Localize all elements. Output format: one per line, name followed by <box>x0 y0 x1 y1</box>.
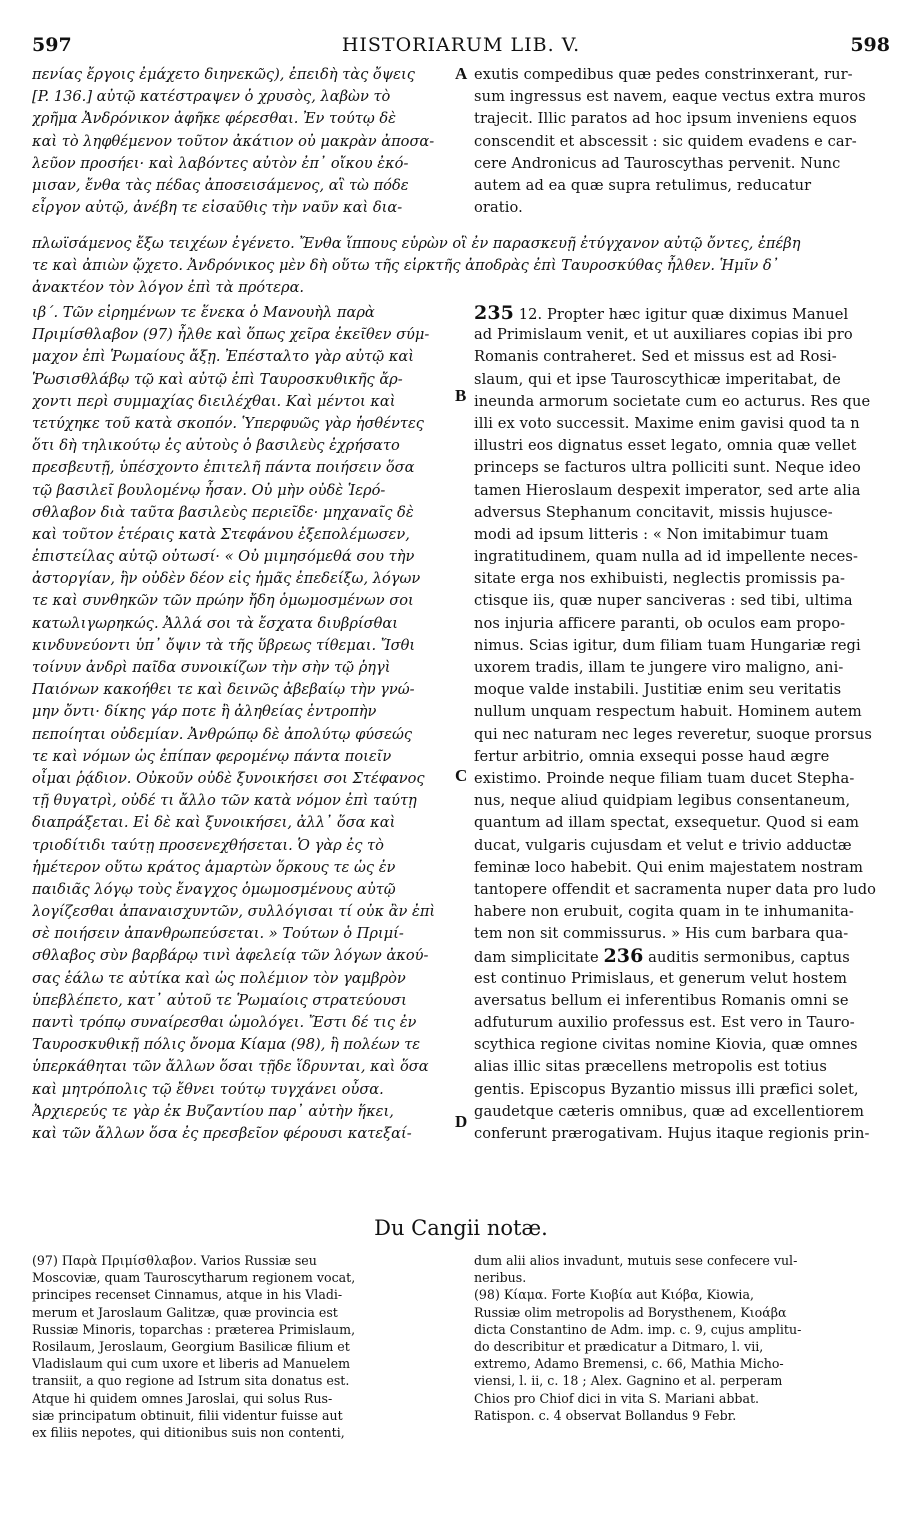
running-header <box>32 34 890 60</box>
greek-text-line: πενίας ἔργοις ἐμάχετο διηνεκῶς), ἐπειδὴ τὰς ὄψεις <box>32 66 415 83</box>
greek-text-line: καὶ μητρόπολις τῷ ἔθνει τούτῳ τυγχάνει οὖσα. <box>32 1080 384 1098</box>
latin-text-line: sum ingressus est navem, eaque vectus extra muros <box>474 88 866 106</box>
notes-title: Du Cangii notæ. <box>374 1216 548 1240</box>
note-line: Moscoviæ, quam Tauroscytharum regionem vocat, <box>32 1270 356 1286</box>
latin-text-line: gaudetque cæteris omnibus, quæ ad excellentiorem <box>474 1102 865 1120</box>
latin-text-line: Romanis contraheret. Sed et missus est ad Rosi- <box>474 348 837 366</box>
latin-text-line: oratio. <box>474 199 523 217</box>
greek-text-line: παντὶ τρόπῳ συναίρεσθαι ὡμολόγει. Ἔστι δέ τις ἐν <box>32 1014 417 1031</box>
greek-text-line: σας ἑάλω τε αὐτίκα καὶ ὡς πολέμιον τὸν γαμβρὸν <box>32 969 406 987</box>
latin-text-line: cere Andronicus ad Tauroscythas pervenit. Nunc <box>474 154 841 172</box>
latin-text-line: conscendit et abscessit : sic quidem evadens e car- <box>474 132 857 150</box>
note-line: dicta Constantino de Adm. imp. c. 9, cujus amplitu- <box>474 1321 802 1337</box>
greek-text-line: τε καὶ συνθηκῶν τῶν πρώην ἤδη ὁμωμοσμένων σοι <box>32 592 414 610</box>
note-line: neribus. <box>474 1270 527 1286</box>
greek-text-line: τε καὶ νόμων ὡς ἐπίπαν φερομένῳ πάντα ποιεῖν <box>32 747 392 765</box>
greek-text-line: σθλαβος σὺν βαρβάρῳ τινὶ ἀφελείᾳ τῶν λόγων ἀκού- <box>32 947 429 965</box>
note-line: ex filiis nepotes, qui ditionibus suis non contenti, <box>32 1424 345 1440</box>
section-number-236: 236 <box>603 945 644 968</box>
note-line: Vladislaum qui cum uxore et liberis ad Manuelem <box>32 1356 351 1372</box>
greek-text-line: τε καὶ ἀπιὼν ᾤχετο. Ἀνδρόνικος μὲν δὴ οὕτω τῆς εἱρκτῆς ἀποδρὰς ἐπὶ Ταυροσκύθας ἦλθεν. Ἡμῖν δ᾽ <box>32 257 779 275</box>
latin-text-line: modi ad ipsum litteris : « Non imitabimur tuam <box>474 525 829 543</box>
margin-marker-c: C <box>455 766 468 785</box>
greek-text-line: καὶ τοῦτον ἑτέραις κατὰ Στεφάνου ἐξεπολέμωσεν, <box>32 525 410 543</box>
greek-text-line: ἡμέτερον οὕτω κράτος ἁμαρτὼν ὅρκους τε ὡς ἐν <box>32 858 396 876</box>
latin-text-line: nus, neque aliud quidpiam legibus consentaneum, <box>474 792 851 810</box>
note-line: merum et Jaroslaum Galitzæ, quæ provincia est <box>32 1304 338 1320</box>
note-line: (97) Παρὰ Πριμίσθλαβον. Varios Russiæ seu <box>32 1253 317 1268</box>
greek-text-line: τῷ βασιλεῖ βουλομένῳ ἦσαν. Οὐ μὴν οὐδὲ Ἱερό- <box>32 481 386 499</box>
latin-text-line: slaum, qui et ipse Tauroscythicæ imperitabat, de <box>474 370 841 388</box>
greek-column-top <box>32 64 450 219</box>
greek-text-line: εἶργον αὐτῷ, ἀνέβη τε εἰσαῦθις τὴν ναῦν καὶ δια- <box>32 199 403 217</box>
greek-text-line: κινδυνεύοντι ὑπ᾽ ὄψιν τὰ τῆς ὕβρεως τίθεμαι. Ἴσθι <box>32 636 416 654</box>
greek-text-line: τοίνυν ἀνδρὶ παῖδα συνοικίζων τὴν σὴν τῷ ῥηγὶ <box>32 659 391 676</box>
latin-main-first-text: 12. Propter hæc igitur quæ diximus Manuel <box>518 306 849 323</box>
notes-left-column <box>32 1252 450 1441</box>
note-line: Rosilaum, Jeroslaum, Georgium Basilicæ filium et <box>32 1338 350 1354</box>
latin-main-first-line <box>474 302 892 324</box>
latin-text-line: scythica regione civitas nomine Kiovia, quæ omnes <box>474 1036 858 1054</box>
greek-text-line: ἀνακτέον τὸν λόγον ἐπὶ τὰ πρότερα. <box>32 279 305 297</box>
greek-text-line: μισαν, ἔνθα τὰς πέδας ἀποσεισάμενος, αἳ τὼ πόδε <box>32 176 409 194</box>
page-number-right: 598 <box>850 34 890 56</box>
latin-text-line: illustri eos dignatus esset legato, omnia quæ vellet <box>474 437 857 455</box>
note-line: dum alii alios invadunt, mutuis sese confecere vul- <box>474 1253 798 1268</box>
latin-text-line: tem non sit commissurus. » His cum barbara qua- <box>474 925 849 943</box>
greek-text-line: ὑπεβλέπετο, κατ᾽ αὐτοῦ τε Ῥωμαίοις στρατεύουσι <box>32 991 407 1009</box>
note-line: transiit, a quo regione ad Istrum sita donatus est. <box>32 1373 350 1389</box>
greek-text-line: λογίζεσθαι ἀπαναισχυντῶν, συλλόγισαι τί οὐκ ἂν ἐπὶ <box>32 903 436 921</box>
note-line: principes recenset Cinnamus, atque in his Vladi- <box>32 1287 343 1303</box>
greek-text-line: Ῥωσισθλάβῳ τῷ καὶ αὐτῷ ἐπὶ Ταυροσκυθικῆς ἄρ- <box>32 370 403 388</box>
greek-text-line: ἐπιστείλας αὐτῷ οὑτωσί· « Οὐ μιμησόμεθά σου τὴν <box>32 548 415 566</box>
notes-right-column <box>474 1252 892 1424</box>
latin-text-line: ctisque iis, quæ nuper sanciveras : sed tibi, ultima <box>474 592 853 610</box>
greek-text-line: πρεσβευτῇ, ὑπέσχοντο ἐπιτελῆ πάντα ποιήσειν ὅσα <box>32 459 415 477</box>
note-line: siæ principatum obtinuit, filii videntur fuisse aut <box>32 1407 343 1423</box>
greek-text-line: ὅτι δὴ τηλικούτῳ ἐς αὐτοὺς ὁ βασιλεὺς ἐχρήσατο <box>32 437 400 455</box>
latin-text-line: nullum unquam respectum habuit. Hominem autem <box>474 703 862 721</box>
note-line: Russiæ Minoris, toparchas : præterea Primislaum, <box>32 1321 356 1337</box>
latin-text-line: fertur arbitrio, omnia exsequi posse haud ægre <box>474 747 830 765</box>
greek-text-line: σὲ ποιήσειν ἀπανθρωπεύσεται. » Τούτων ὁ Πριμί- <box>32 925 404 943</box>
latin-text-line: ineunda armorum societate cum eo acturus. Res que <box>474 392 871 410</box>
latin-text-line: nimus. Scias igitur, dum filiam tuam Hungariæ regi <box>474 636 861 654</box>
greek-text-line: τριοδίτιδι ταύτῃ προσενεχθήσεται. Ὁ γὰρ ἐς τὸ <box>32 836 384 854</box>
note-line: Ratispon. c. 4 observat Bollandus 9 Febr. <box>474 1407 737 1423</box>
latin-text-line: est continuo Primislaus, et generum velut hostem <box>474 969 848 987</box>
running-title: HISTORIARUM LIB. V. <box>341 34 581 56</box>
greek-text-line: ιβ΄. Τῶν εἰρημένων τε ἕνεκα ὁ Μανουὴλ παρὰ <box>32 304 375 321</box>
greek-span-lines <box>32 233 892 300</box>
latin-text-line: adversus Stephanum concitavit, missis hujusce- <box>474 503 833 521</box>
latin-text-line: sitate erga nos exhibuisti, neglectis promissis pa- <box>474 570 846 588</box>
greek-text-line: ἀστοργίαν, ἣν οὐδὲν δέον εἰς ἡμᾶς ἐπεδείξω, λόγων <box>32 570 421 588</box>
latin-text-line: exutis compedibus quæ pedes constrinxerant, rur- <box>474 66 853 83</box>
greek-text-line: οἶμαι ῥᾴδιον. Οὐκοῦν οὐδὲ ξυνοικήσει σοι Στέφανος <box>32 769 425 787</box>
latin-text-line: autem ad ea quæ supra retulimus, reducatur <box>474 176 812 194</box>
latin-text-line: qui nec naturam nec leges reveretur, suoque prorsus <box>474 725 872 743</box>
margin-marker-a: A <box>455 64 468 83</box>
latin-text-line: ducat, vulgaris cujusdam et velut e trivio adductæ <box>474 836 852 854</box>
page-number-left: 597 <box>32 34 72 56</box>
latin-text-line: nos injuria afficere paranti, ob oculos eam propo- <box>474 614 846 632</box>
margin-marker-d: D <box>455 1112 468 1131</box>
greek-text-line: πεποίηται οὐδεμίαν. Ἀνθρώπῳ δὲ ἀπολύτῳ φύσεώς <box>32 725 413 743</box>
latin-text-line: illi ex voto successit. Maxime enim gavisi quod ta n <box>474 414 860 432</box>
latin-text-line: habere non erubuit, cogita quam in te inhumanita- <box>474 903 854 921</box>
greek-text-line: ὑπερκάθηται τῶν ἄλλων ὅσαι τῇδε ἵδρυνται, καὶ ὅσα <box>32 1058 429 1076</box>
greek-text-line: σθλαβον διὰ ταῦτα βασιλεὺς περιεῖδε· μηχαναῖς δὲ <box>32 503 414 521</box>
latin-text-line: ingratitudinem, quam nulla ad id impellente neces- <box>474 548 859 566</box>
greek-text-line: χρῆμα Ἀνδρόνικον ἀφῆκε φέρεσθαι. Ἐν τούτῳ δὲ <box>32 110 397 128</box>
greek-text-line: παιδιᾶς λόγῳ τοὺς ἔναγχος ὁμωμοσμένους αὐτῷ <box>32 880 396 898</box>
greek-text-line: Πριμίσθλαβον (97) ἦλθε καὶ ὅπως χεῖρα ἐκεῖθεν σύμ- <box>32 326 430 344</box>
greek-text-line: καὶ τῶν ἄλλων ὅσα ἐς πρεσβεῖον φέρουσι κατεξαί- <box>32 1124 412 1142</box>
note-line: Atque hi quidem omnes Jaroslai, qui solus Rus- <box>32 1390 333 1406</box>
latin-text-line: princeps se facturos ultra polliciti sunt. Neque ideo <box>474 459 861 477</box>
greek-text-line: τῇ θυγατρὶ, οὐδέ τι ἄλλο τῶν κατὰ νόμον ἐπὶ ταύτῃ <box>32 792 417 810</box>
greek-text-line: χοντι περὶ συμμαχίας διειλέχθαι. Καὶ μέντοι καὶ <box>32 392 396 410</box>
latin-text-line: tamen Hieroslaum despexit imperator, sed arte alia <box>474 481 861 499</box>
latin-text-line: aversatus bellum ei inferentibus Romanis omni se <box>474 991 849 1009</box>
latin-column-main <box>474 302 892 1145</box>
latin-text-line: gentis. Episcopus Byzantio missus illi præfici solet, <box>474 1080 859 1098</box>
greek-text-line: λεῦον προσήει· καὶ λαβόντες αὐτὸν ἐπ᾽ οἴκου ἐκό- <box>32 154 409 172</box>
greek-text-line: μην ὄντι· δίκης γάρ ποτε ἢ ἀληθείας ἐντροπὴν <box>32 703 377 721</box>
note-line: extremo, Adamo Bremensi, c. 66, Mathia Micho- <box>474 1356 784 1372</box>
latin-text-line: tantopere offendit et sacramenta nuper data pro ludo <box>474 880 877 898</box>
greek-text-line: τετύχηκε τοῦ κατὰ σκοπόν. Ὑπερφυῶς γὰρ ἡσθέντες <box>32 414 424 432</box>
greek-text-line: πλωϊσάμενος ἔξω τειχέων ἐγένετο. Ἔνθα ἵππους εὑρὼν οἳ ἐν παρασκευῇ ἐτύγχανον αὐτῷ ὄντες, ἐπέβη <box>32 235 801 252</box>
section-number-235: 235 <box>474 302 514 324</box>
latin-text-line: trajecit. Illic paratos ad hoc ipsum inveniens equos <box>474 110 857 128</box>
latin-text-line: existimo. Proinde neque filiam tuam ducet Stepha- <box>474 769 855 787</box>
latin-text-line: ad Primislaum venit, et ut auxiliares copias ibi pro <box>474 326 853 344</box>
note-line: do describitur et prædicatur a Ditmaro, l. vii, <box>474 1338 764 1354</box>
latin-text-line: adfuturum auxilio professus est. Est vero in Tauro- <box>474 1014 855 1031</box>
latin-text-line: feminæ loco habebit. Qui enim majestatem nostram <box>474 858 864 876</box>
greek-text-line: κατωλιγωρηκώς. Ἀλλά σοι τὰ ἔσχατα διυβρίσθαι <box>32 614 398 632</box>
greek-text-line: Ταυροσκυθικῇ πόλις ὄνομα Κίαμα (98), ἣ πολέων τε <box>32 1036 421 1054</box>
greek-column-main <box>32 302 450 1145</box>
greek-text-line: καὶ τὸ ληφθέμενον τοῦτον ἀκάτιον οὐ μακρὰν ἀποσα- <box>32 132 435 150</box>
latin-text-line: quantum ad illam spectat, exsequetur. Quod si eam <box>474 814 860 832</box>
greek-text-line: διαπράξεται. Εἰ δὲ καὶ ξυνοικήσει, ἀλλ᾽ ὅσα καὶ <box>32 814 396 832</box>
latin-text-line: uxorem tradis, illam te jungere viro maligno, ani- <box>474 659 844 676</box>
latin-column-top <box>474 64 892 219</box>
latin-text-line: alias illic sitas præcellens metropolis est totius <box>474 1058 827 1076</box>
note-line: Chios pro Chiof dici in vita S. Mariani abbat. <box>474 1390 760 1406</box>
greek-text-line: Παιόνων κακοήθει τε καὶ δεινῶς ἀβεβαίῳ τὴν γνώ- <box>32 681 415 699</box>
latin-text-line: conferunt prærogativam. Hujus itaque regionis prin- <box>474 1124 870 1142</box>
greek-text-line: Ἀρχιερεύς τε γὰρ ἐκ Βυζαντίου παρ᾽ αὐτὴν ἥκει, <box>32 1102 394 1120</box>
greek-text-line: [P. 136.] αὐτῷ κατέστραψεν ὁ χρυσὸς, λαβὼν τὸ <box>32 88 391 106</box>
note-line: viensi, l. ii, c. 18 ; Alex. Gagnino et al. perperam <box>474 1373 783 1389</box>
margin-marker-b: B <box>455 386 467 405</box>
note-line: Russiæ olim metropolis ad Borysthenem, Κιοάβα <box>474 1304 787 1320</box>
latin-text-line: moque valde instabili. Justitiæ enim seu veritatis <box>474 681 842 699</box>
greek-text-line: μαχον ἐπὶ Ῥωμαίους ἄξῃ. Ἐπέσταλτο γὰρ αὐτῷ καὶ <box>32 348 414 366</box>
note-line: (98) Κίαμα. Forte Κιοβία aut Κιόβα, Kiowia, <box>474 1287 754 1303</box>
latin-text-line: dam simplicitate 236 auditis sermonibus, captus <box>474 945 850 968</box>
